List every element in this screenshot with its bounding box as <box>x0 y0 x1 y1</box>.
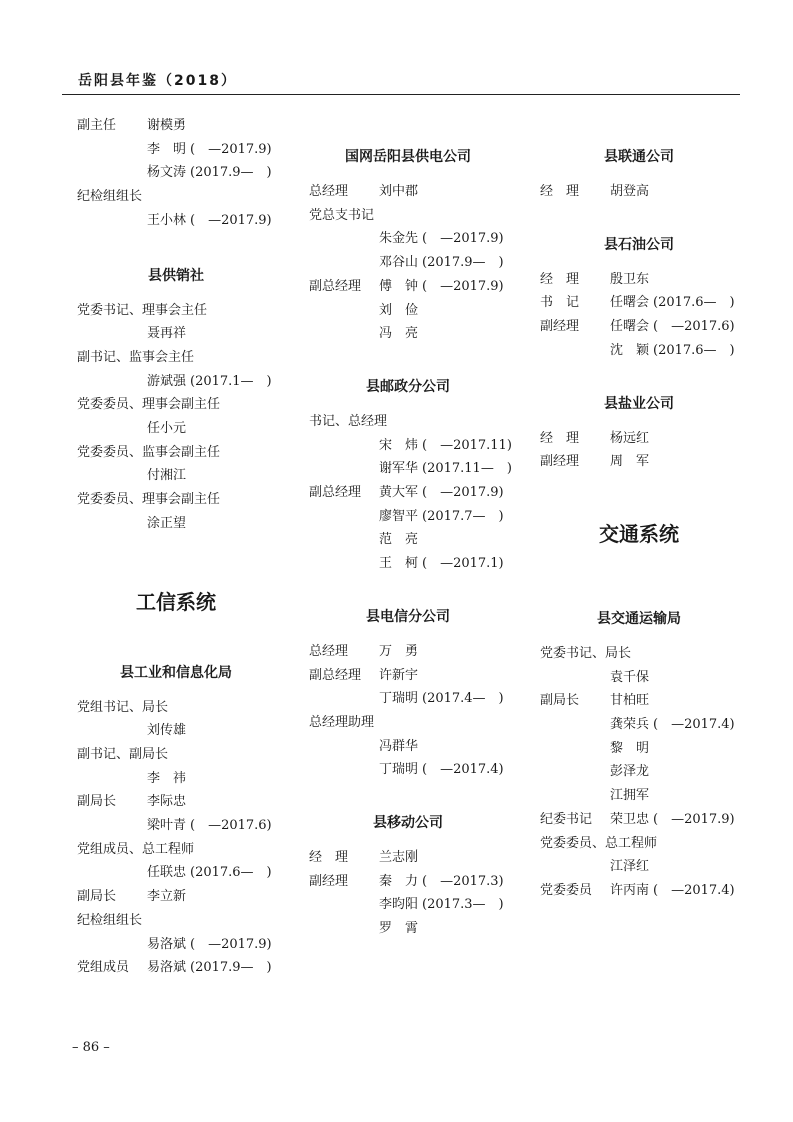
person-name: 廖智平 <box>379 508 419 524</box>
tenure-note: ( —2017.6) <box>190 818 272 833</box>
position-title: 副局长 <box>77 889 117 905</box>
position-title: 副总经理 <box>309 485 362 500</box>
header-rule <box>62 94 740 95</box>
tenure-note: (2017.1— ) <box>190 373 272 389</box>
person-name: 李际忠 <box>147 794 187 810</box>
person-name: 王小林 <box>147 212 187 228</box>
person-name: 傅 钟 <box>379 278 419 294</box>
person-name: 秦 力 <box>379 873 419 889</box>
position-title: 纪委书记 <box>540 811 593 827</box>
person-name: 罗 霄 <box>379 921 419 937</box>
system-title: 交通系统 <box>599 521 679 546</box>
position-title: 副书记、副局长 <box>77 746 169 762</box>
person-name: 兰志刚 <box>379 850 419 865</box>
position-title: 党组书记、局长 <box>77 699 169 715</box>
position-title: 党委委员、理事会副主任 <box>77 492 221 508</box>
position-title: 党委委员、理事会副主任 <box>77 397 221 413</box>
tenure-note: ( —2017.9) <box>653 811 735 827</box>
person-name: 朱金先 <box>379 231 419 247</box>
position-title: 副书记、监事会主任 <box>77 349 195 365</box>
person-name: 刘 俭 <box>379 302 419 318</box>
person-name: 易洛斌 <box>147 936 187 952</box>
person-name: 袁千保 <box>610 669 650 685</box>
position-title: 党总支书记 <box>309 207 375 223</box>
position-title: 经 理 <box>540 271 580 287</box>
person-name: 许新宇 <box>379 667 419 683</box>
tenure-note: ( —2017.9) <box>422 485 504 500</box>
position-title: 副局长 <box>540 693 580 709</box>
person-name: 宋 炜 <box>379 437 419 453</box>
person-name: 李立新 <box>147 889 187 905</box>
position-title: 副主任 <box>77 118 117 133</box>
tenure-note: ( —2017.9) <box>190 212 272 228</box>
person-name: 彭泽龙 <box>610 764 650 780</box>
section-title: 县电信分公司 <box>366 608 450 625</box>
tenure-note: ( —2017.3) <box>422 873 504 889</box>
person-name: 李 明 <box>147 141 187 157</box>
person-name: 梁叶青 <box>147 818 187 833</box>
position-title: 党委委员、监事会副主任 <box>77 444 221 460</box>
position-title: 党委书记、局长 <box>540 645 632 661</box>
person-name: 王 柯 <box>379 556 419 572</box>
position-title: 副局长 <box>77 794 117 810</box>
section-title: 县工业和信息化局 <box>120 664 232 681</box>
person-name: 万 勇 <box>379 643 419 659</box>
person-name: 易洛斌 <box>147 960 187 976</box>
position-title: 纪检组组长 <box>77 912 143 928</box>
person-name: 李 祎 <box>147 770 187 786</box>
tenure-note: (2017.6— ) <box>653 342 735 358</box>
section-title: 县石油公司 <box>604 236 674 253</box>
person-name: 龚荣兵 <box>610 717 650 732</box>
position-title: 经 理 <box>540 184 580 199</box>
section-title: 国网岳阳县供电公司 <box>345 149 471 165</box>
person-name: 江泽红 <box>610 859 650 875</box>
person-name: 刘传雄 <box>147 723 187 739</box>
tenure-note: (2017.7— ) <box>422 508 504 524</box>
section-title: 县联通公司 <box>604 149 674 165</box>
position-title: 总经理助理 <box>309 714 375 730</box>
person-name: 游斌强 <box>147 373 187 389</box>
section-title: 县移动公司 <box>373 815 443 831</box>
tenure-note: (2017.11— ) <box>422 461 512 477</box>
person-name: 胡登高 <box>610 184 650 199</box>
tenure-note: ( —2017.1) <box>422 556 504 572</box>
tenure-note: ( —2017.4) <box>653 717 735 732</box>
person-name: 沈 颖 <box>610 342 650 358</box>
tenure-note: ( —2017.6) <box>653 319 735 335</box>
tenure-note: (2017.6— ) <box>653 295 735 311</box>
section-title: 县交通运输局 <box>597 610 681 627</box>
position-title: 经 理 <box>309 850 349 865</box>
section-title: 县供销社 <box>148 267 204 284</box>
person-name: 许丙南 <box>610 882 650 898</box>
position-title: 党委委员、总工程师 <box>540 835 658 851</box>
person-name: 黄大军 <box>379 485 419 500</box>
person-name: 邓谷山 <box>379 255 419 271</box>
position-title: 党委委员 <box>540 882 593 898</box>
person-name: 聂再祥 <box>147 326 187 342</box>
position-title: 纪检组组长 <box>77 189 143 205</box>
tenure-note: (2017.9— ) <box>422 255 504 271</box>
person-name: 任曙会 <box>610 295 650 311</box>
person-name: 冯 亮 <box>379 326 419 342</box>
position-title: 副经理 <box>309 873 349 889</box>
tenure-note: (2017.3— ) <box>422 897 504 913</box>
person-name: 任小元 <box>147 421 187 436</box>
position-title: 总经理 <box>309 643 349 659</box>
person-name: 冯群华 <box>379 738 419 754</box>
section-title: 县邮政分公司 <box>366 378 450 395</box>
section-title: 县盐业公司 <box>604 395 674 412</box>
tenure-note: (2017.6— ) <box>190 865 272 881</box>
tenure-note: ( —2017.11) <box>422 437 512 453</box>
person-name: 谢模勇 <box>147 118 187 133</box>
position-title: 副经理 <box>540 454 580 470</box>
person-name: 李昀阳 <box>379 897 419 913</box>
person-name: 谢军华 <box>379 461 419 477</box>
person-name: 任联忠 <box>147 865 187 881</box>
person-name: 刘中郡 <box>379 184 419 199</box>
position-title: 党组成员 <box>77 960 130 976</box>
person-name: 丁瑞明 <box>379 691 419 707</box>
tenure-note: ( —2017.9) <box>422 278 504 294</box>
tenure-note: ( —2017.9) <box>190 141 272 157</box>
position-title: 副经理 <box>540 319 580 335</box>
tenure-note: (2017.9— ) <box>190 165 272 181</box>
system-title: 工信系统 <box>136 589 216 614</box>
position-title: 总经理 <box>309 184 349 199</box>
person-name: 涂正望 <box>147 515 187 531</box>
tenure-note: ( —2017.4) <box>422 762 504 778</box>
tenure-note: ( —2017.9) <box>190 936 272 952</box>
tenure-note: (2017.9— ) <box>190 960 272 976</box>
tenure-note: ( —2017.4) <box>653 882 735 898</box>
position-title: 经 理 <box>540 430 580 446</box>
person-name: 江拥军 <box>610 788 650 804</box>
position-title: 书 记 <box>540 295 580 311</box>
position-title: 党组成员、总工程师 <box>77 841 195 857</box>
person-name: 杨远红 <box>610 430 650 446</box>
position-title: 书记、总经理 <box>309 413 388 429</box>
person-name: 荣卫忠 <box>610 811 650 827</box>
tenure-note: ( —2017.9) <box>422 231 504 247</box>
person-name: 范 亮 <box>379 532 419 548</box>
running-header-title: 岳阳县年鉴（2018） <box>78 73 237 89</box>
person-name: 殷卫东 <box>610 271 650 287</box>
position-title: 副总经理 <box>309 278 362 294</box>
position-title: 党委书记、理事会主任 <box>77 302 208 318</box>
tenure-note: (2017.4— ) <box>422 691 504 707</box>
person-name: 杨文涛 <box>147 165 187 181</box>
person-name: 任曙会 <box>610 319 650 335</box>
page-number: – 86 – <box>72 1040 110 1055</box>
person-name: 丁瑞明 <box>379 762 419 778</box>
person-name: 周 军 <box>610 454 650 470</box>
person-name: 付湘江 <box>147 468 187 484</box>
position-title: 副总经理 <box>309 667 362 683</box>
person-name: 黎 明 <box>610 740 650 756</box>
person-name: 甘柏旺 <box>610 693 650 709</box>
